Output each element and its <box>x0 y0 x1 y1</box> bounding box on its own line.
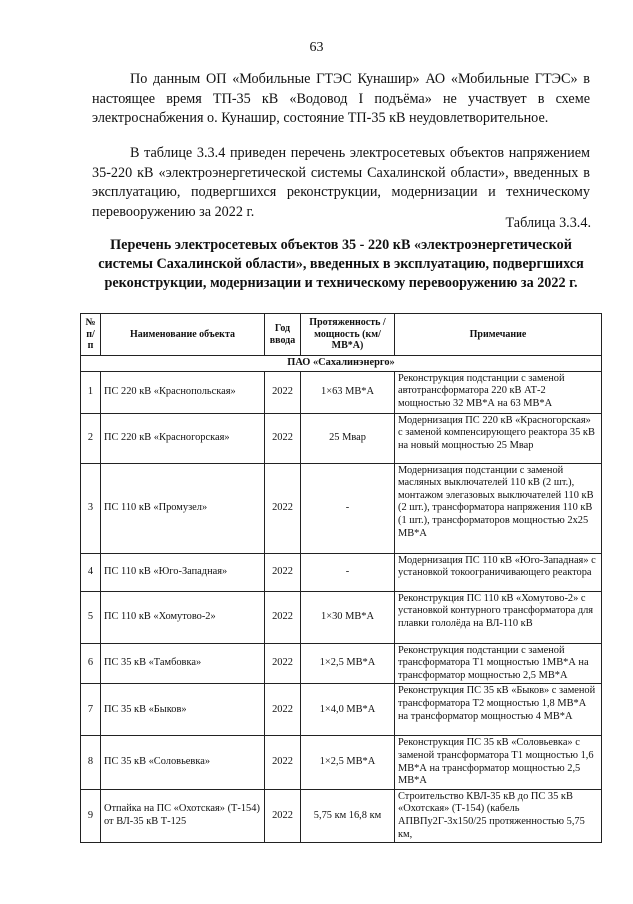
row-note: Строительство КВЛ-35 кВ до ПС 35 кВ «Охотская» (Т-154) (кабель АПВПу2Г-3х150/25 протяженностью 5,75 км, <box>395 789 602 842</box>
table-row <box>81 371 602 413</box>
table-row <box>81 736 602 789</box>
row-year: 2022 <box>265 643 301 684</box>
table-row <box>81 413 602 463</box>
row-note: Реконструкция ПС 35 кВ «Быков» с заменой трансформатора Т2 мощностью 1,8 МВ*А на трансформатор мощностью 4 МВ*А <box>395 684 602 736</box>
row-note: Модернизация подстанции с заменой масляных выключателей 110 кВ (2 шт.), монтажом элегазовых выключателей 110 кВ (2 шт.), трансформатора напряжения 110 кВ (1 шт.), трансформаторов мощностью 2х25 МВ*А <box>395 463 602 553</box>
row-year: 2022 <box>265 789 301 842</box>
paragraph-2: В таблице 3.3.4 приведен перечень электросетевых объектов напряжением 35-220 кВ «электроэнергетической системы Сахалинской области», введенных в эксплуатацию, подвергшихся реконструкции, модернизации и техническому перевооружению за 2022 г. <box>92 145 590 220</box>
header-name: Наименование объекта <box>101 314 265 356</box>
row-capacity: 1×2,5 МВ*А <box>301 736 395 789</box>
row-name: ПС 110 кВ «Хомутово-2» <box>101 591 265 643</box>
row-year: 2022 <box>265 736 301 789</box>
row-year: 2022 <box>265 591 301 643</box>
row-name: ПС 35 кВ «Тамбовка» <box>101 643 265 684</box>
table-row <box>81 591 602 643</box>
row-capacity: 1×2,5 МВ*А <box>301 643 395 684</box>
row-name: ПС 220 кВ «Краснопольская» <box>101 371 265 413</box>
row-note: Реконструкция подстанции с заменой автотрансформатора 220 кВ АТ-2 мощностью 32 МВ*А на 63 МВ*А <box>395 371 602 413</box>
row-num: 3 <box>81 463 101 553</box>
row-capacity: 1×30 МВ*А <box>301 591 395 643</box>
row-capacity: - <box>301 553 395 591</box>
row-year: 2022 <box>265 413 301 463</box>
page-number: 63 <box>309 40 324 55</box>
row-capacity: 5,75 км 16,8 км <box>301 789 395 842</box>
row-num: 9 <box>81 789 101 842</box>
row-year: 2022 <box>265 371 301 413</box>
row-year: 2022 <box>265 553 301 591</box>
table-row <box>81 789 602 842</box>
table-row <box>81 684 602 736</box>
row-capacity: 25 Мвар <box>301 413 395 463</box>
row-num: 7 <box>81 684 101 736</box>
row-capacity: 1×4,0 МВ*А <box>301 684 395 736</box>
table-row <box>81 643 602 684</box>
row-num: 2 <box>81 413 101 463</box>
row-name: ПС 35 кВ «Быков» <box>101 684 265 736</box>
row-capacity: - <box>301 463 395 553</box>
header-num: № п/п <box>81 314 101 356</box>
row-note: Модернизация ПС 220 кВ «Красногорская» с заменой компенсирующего реактора 35 кВ на новый мощностью 25 Мвар <box>395 413 602 463</box>
row-year: 2022 <box>265 463 301 553</box>
table-title: Перечень электросетевых объектов 35 - 220 кВ «электроэнергетической системы Сахалинской области», введенных в эксплуатацию, подвергшихся реконструкции, модернизации и техническому перевооружению за 2022 г. <box>98 237 584 291</box>
row-note: Реконструкция подстанции с заменой трансформатора Т1 мощностью 1МВ*А на трансформатор мощностью 2,5 МВ*А <box>395 643 602 684</box>
objects-table <box>80 313 602 843</box>
row-name: ПС 220 кВ «Красногорская» <box>101 413 265 463</box>
row-num: 5 <box>81 591 101 643</box>
header-year: Год ввода <box>265 314 301 356</box>
row-num: 4 <box>81 553 101 591</box>
table-row <box>81 463 602 553</box>
header-capacity: Протяженность / мощность (км/МВ*А) <box>301 314 395 356</box>
row-num: 1 <box>81 371 101 413</box>
row-year: 2022 <box>265 684 301 736</box>
header-note: Примечание <box>395 314 602 356</box>
row-name: ПС 35 кВ «Соловьевка» <box>101 736 265 789</box>
row-name: ПС 110 кВ «Промузел» <box>101 463 265 553</box>
row-num: 6 <box>81 643 101 684</box>
row-capacity: 1×63 МВ*А <box>301 371 395 413</box>
row-note: Реконструкция ПС 35 кВ «Соловьевка» с заменой трансформатора Т1 мощностью 1,6 МВ*А на трансформатор мощностью 2,5 МВ*А <box>395 736 602 789</box>
table-caption: Таблица 3.3.4. <box>505 215 591 231</box>
table-row <box>81 553 602 591</box>
row-num: 8 <box>81 736 101 789</box>
row-note: Модернизация ПС 110 кВ «Юго-Западная» с установкой токоограничивающего реактора <box>395 553 602 591</box>
paragraph-1: По данным ОП «Мобильные ГТЭС Кунашир» АО «Мобильные ГТЭС» в настоящее время ТП-35 кВ «Водовод I подъёма» не участвует в схеме электроснабжения о. Кунашир, состояние ТП-35 кВ неудовлетворительное. <box>92 71 590 126</box>
row-note: Реконструкция ПС 110 кВ «Хомутово-2» с установкой контурного трансформатора для плавки гололёда на ВЛ-110 кВ <box>395 591 602 643</box>
org-row: ПАО «Сахалинэнерго» <box>81 356 602 372</box>
row-name: Отпайка на ПС «Охотская» (Т-154) от ВЛ-35 кВ Т-125 <box>101 789 265 842</box>
row-name: ПС 110 кВ «Юго-Западная» <box>101 553 265 591</box>
